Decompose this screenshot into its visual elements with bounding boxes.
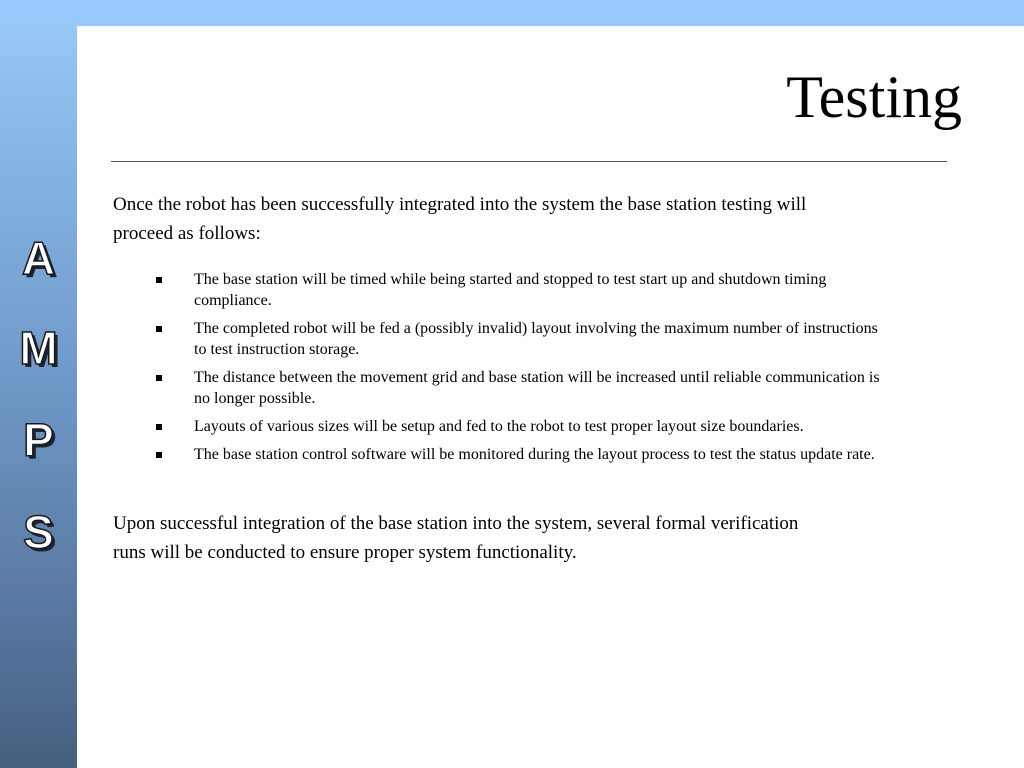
square-bullet-icon bbox=[156, 375, 162, 381]
conclusion-paragraph: Upon successful integration of the base station into the system, several formal verification runs will be conducted to ensure proper system functionality. bbox=[113, 513, 799, 563]
slide-title: Testing bbox=[786, 64, 962, 130]
side-letter-p: P bbox=[23, 414, 54, 466]
bullet-text: The base station control software will be monitored during the layout process to test the status update rate. bbox=[194, 446, 875, 463]
slide-body bbox=[113, 190, 893, 567]
side-letter-m: M bbox=[19, 322, 58, 374]
bullet-item bbox=[113, 318, 884, 360]
side-letter-s: S bbox=[23, 506, 54, 558]
square-bullet-icon bbox=[156, 277, 162, 283]
bullet-text: The base station will be timed while being started and stopped to test start up and shutdown timing compliance. bbox=[194, 271, 827, 309]
bullet-item bbox=[113, 367, 884, 409]
square-bullet-icon bbox=[156, 452, 162, 458]
top-band bbox=[0, 0, 1024, 26]
bullet-text: Layouts of various sizes will be setup and fed to the robot to test proper layout size boundaries. bbox=[194, 418, 804, 435]
square-bullet-icon bbox=[156, 326, 162, 332]
square-bullet-icon bbox=[156, 424, 162, 430]
test-bullet-list bbox=[113, 269, 893, 465]
side-logo-amps bbox=[0, 226, 77, 566]
intro-paragraph: Once the robot has been successfully integrated into the system the base station testing will proceed as follows: bbox=[113, 194, 807, 244]
bullet-text: The distance between the movement grid and base station will be increased until reliable communication is no longer possible. bbox=[194, 369, 880, 407]
bullet-item bbox=[113, 444, 884, 465]
bullet-text: The completed robot will be fed a (possibly invalid) layout involving the maximum number of instructions to test instruction storage. bbox=[194, 320, 878, 358]
title-divider bbox=[111, 161, 947, 162]
side-letter-a: A bbox=[21, 232, 56, 284]
bullet-item bbox=[113, 416, 884, 437]
bullet-item bbox=[113, 269, 884, 311]
